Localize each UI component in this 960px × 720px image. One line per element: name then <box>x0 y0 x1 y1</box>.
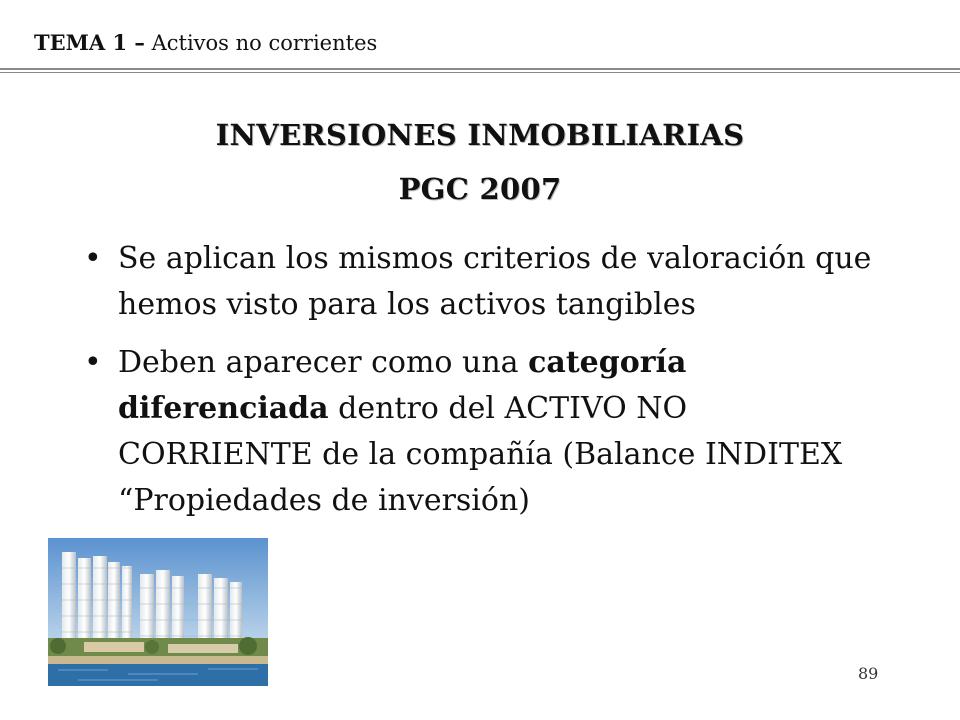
header-divider-thin <box>0 72 960 73</box>
bullet-text-bold: categoría diferenciada <box>118 345 687 426</box>
bullet-list <box>84 236 884 536</box>
header-topic-bold: TEMA 1 – <box>34 30 145 55</box>
header-topic: Activos no corrientes <box>151 31 378 55</box>
slide-subtitle: PGC 2007 <box>398 172 562 206</box>
buildings-photo <box>48 538 268 686</box>
bullet-item <box>84 340 884 524</box>
bullet-text-pre: Deben aparecer como una <box>118 345 529 380</box>
page-number: 89 <box>858 664 879 683</box>
slide-title: INVERSIONES INMOBILIARIAS <box>215 118 745 152</box>
header-divider <box>0 68 960 70</box>
bullet-item <box>84 236 884 328</box>
bullet-text: Se aplican los mismos criterios de valoración que hemos visto para los activos tangibles <box>118 241 872 322</box>
slide-header <box>34 32 377 54</box>
bullet-text-post: dentro del ACTIVO NO CORRIENTE de la compañía (Balance INDITEX “Propiedades de inversión) <box>118 391 843 518</box>
